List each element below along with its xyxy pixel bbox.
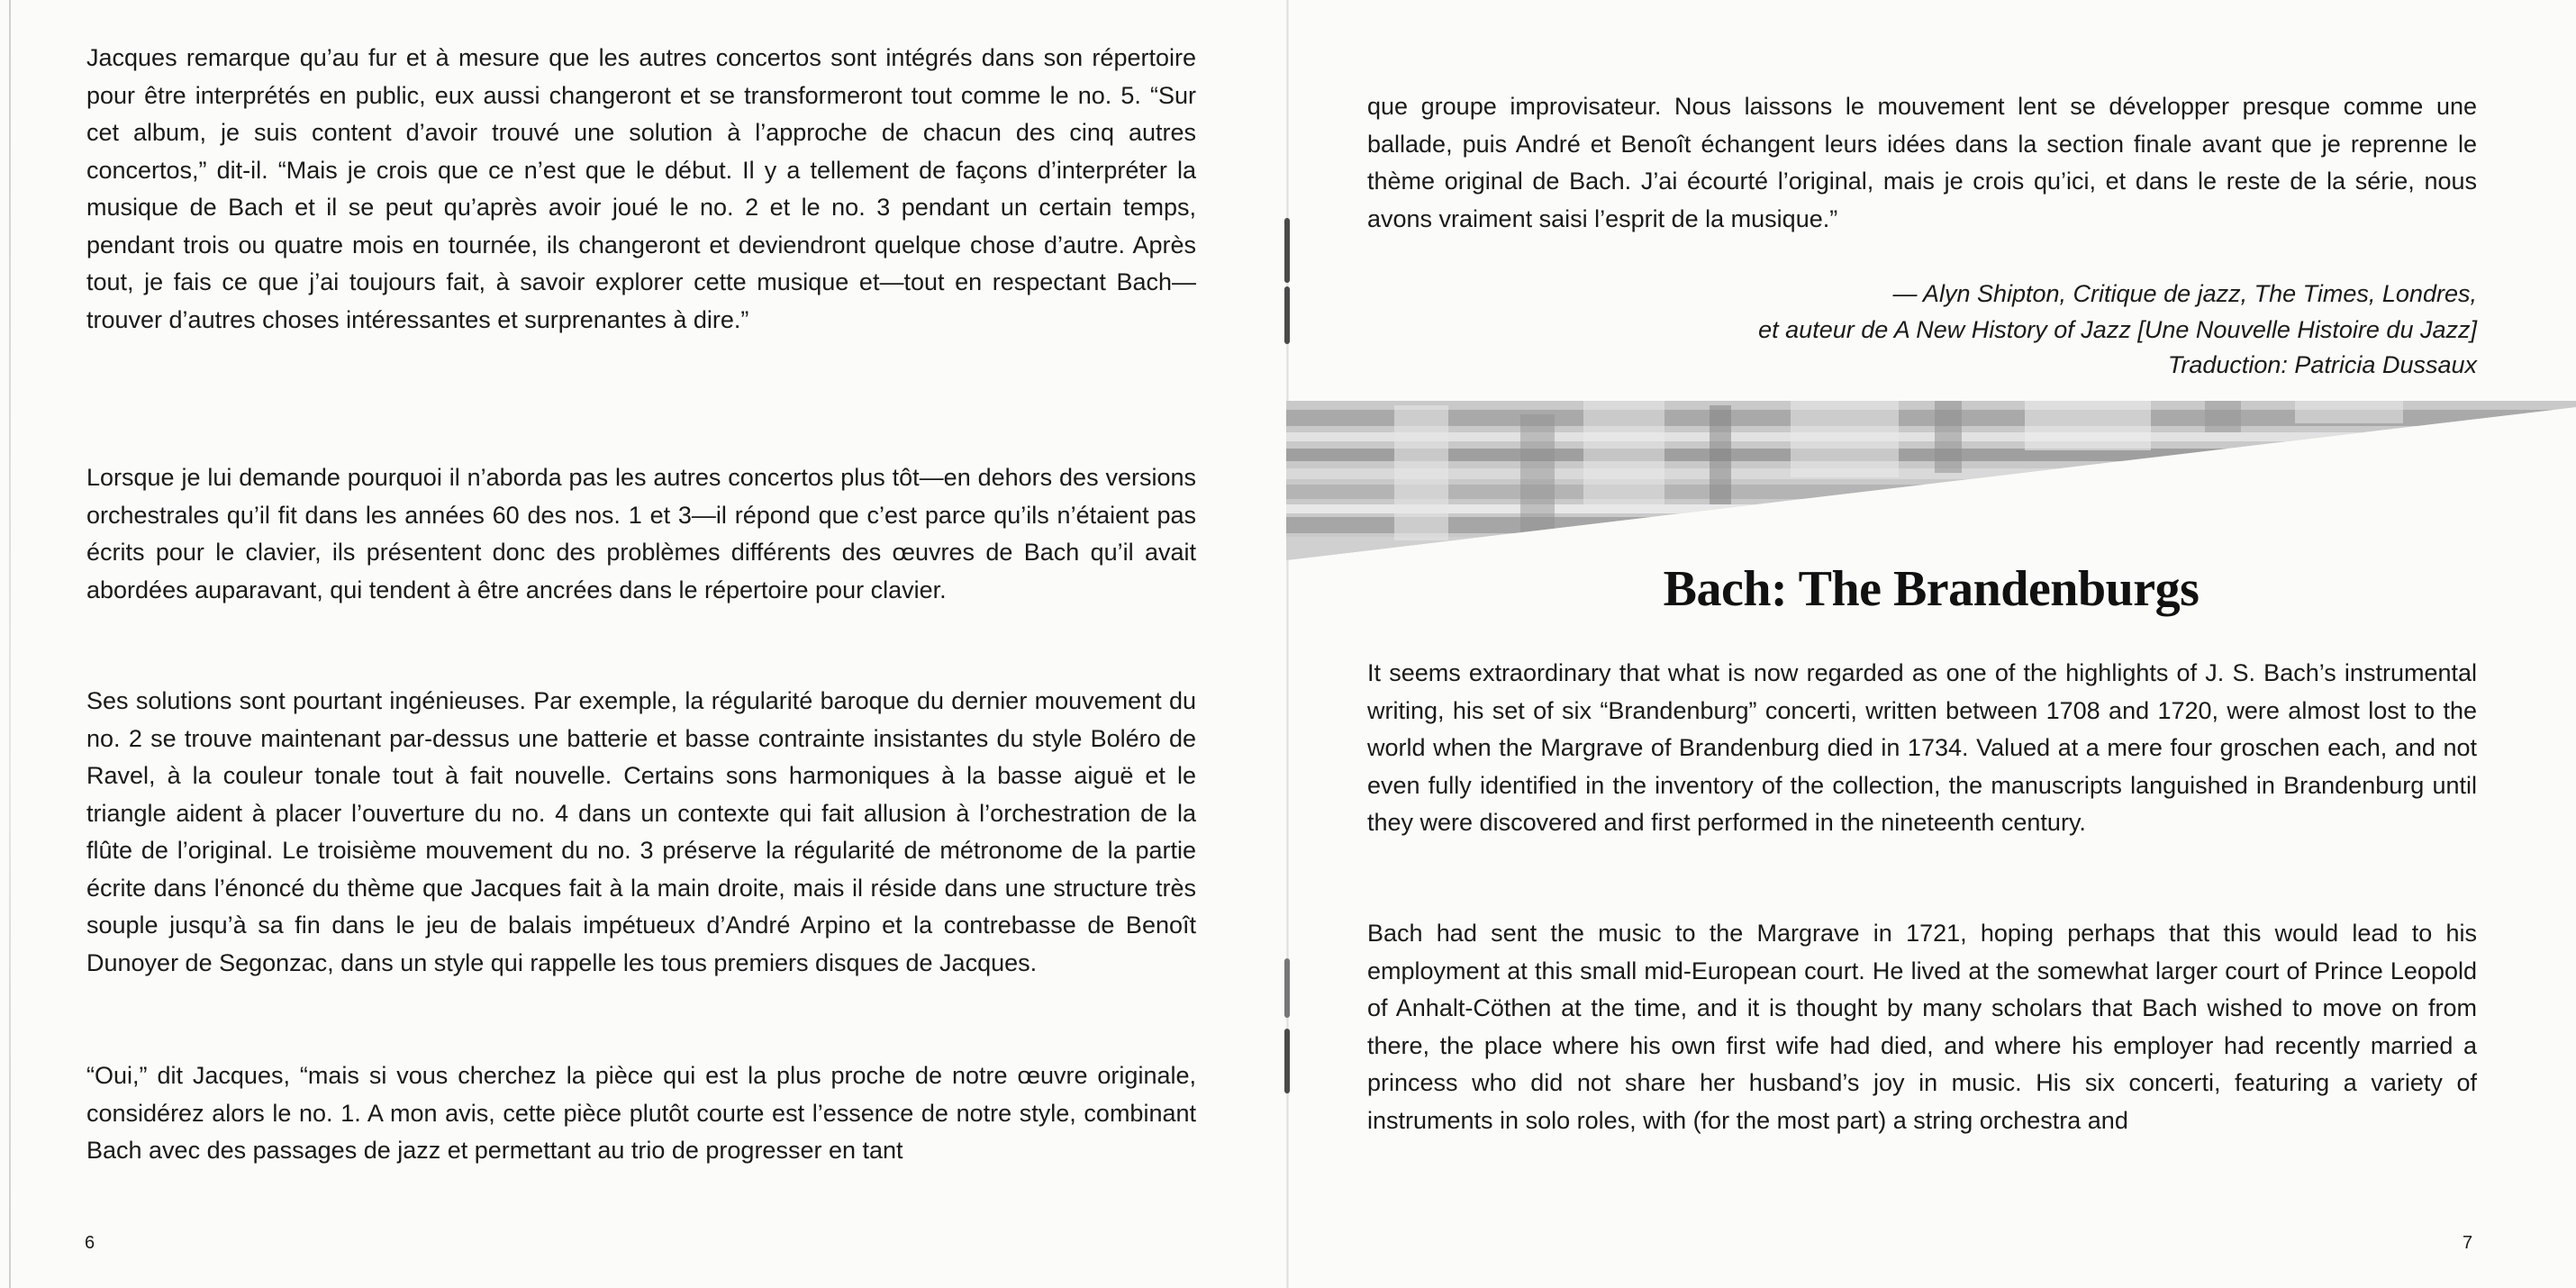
left-paragraph-3: Ses solutions sont pourtant ingénieuses. Par exemple, la régularité baroque du dernier mouvement du no. 2 se trouve maintenant par-dessus une batterie et basse contrainte insistantes du style Boléro de Ravel, à la couleur tonale tout à fait nouvelle. Certains sons harmoniques à la basse aiguë et le triangle aident à placer l’ouverture du no. 4 dans un contexte qui fait allusion à l’orchestration de la flûte de l’original. Le troisième mouvement du no. 3 préserve la régularité de métronome de la partie écrite dans l’énoncé du thème que Jacques fait à la main droite, mais il réside dans une structure très souple jusqu’à sa fin dans le jeu de balais impétueux d’André Arpino et la contrebasse de Benoît Dunoyer de Segonzac, dans un style qui rappelle les tous premiers disques de Jacques.: [86, 687, 1196, 976]
page-edge: [9, 0, 11, 1288]
left-paragraph-2: Lorsque je lui demande pourquoi il n’aborda pas les autres concertos plus tôt—en dehors des versions orchestrales qu’il fit dans les années 60 des nos. 1 et 3—il répond que c’est parce qu’ils n’étaient pas écrits pour le clavier, ils présentent donc des problèmes différents des œuvres de Bach qu’il avait abordées auparavant, qui tendent à être ancrées dans le répertoire pour clavier.: [86, 464, 1196, 603]
piano-keys-banner-image: [1286, 396, 2576, 576]
section-heading: Bach: The Brandenburgs: [1663, 561, 2200, 617]
attribution-credits: [1567, 277, 2477, 384]
credit-line-book: et auteur de A New History of Jazz [Une Nouvelle Histoire du Jazz]: [1758, 315, 2477, 343]
left-paragraph-1: Jacques remarque qu’au fur et à mesure que les autres concertos sont intégrés dans son répertoire pour être interprétés en public, eux aussi changeront et se transformeront tout comme le no. 5. “Sur cet album, je suis content d’avoir trouvé une solution à l’approche de chacun des cinq autres concertos,” dit-il. “Mais je crois que ce n’est que le début. Il y a tellement de façons d’interpréter la musique de Bach et il se peut qu’après avoir joué le no. 2 et le no. 3 pendant un certain temps, pendant trois ou quatre mois en tournée, ils changeront et deviendront quelque chose d’autre. Après tout, je fais ce que j’ai toujours fait, à savoir explorer cette musique et—tout en respectant Bach—trouver d’autres choses intéressantes et surprenantes à dire.”: [86, 44, 1196, 333]
left-paragraph-4: “Oui,” dit Jacques, “mais si vous cherchez la pièce qui est la plus proche de notre œuvre originale, considérez alors le no. 1. A mon avis, cette pièce plutôt courte est l’essence de notre style, combinant Bach avec des passages de jazz et permettant au trio de progresser en tant: [86, 1062, 1196, 1164]
staple: [1284, 286, 1290, 344]
staple: [1284, 958, 1290, 1018]
right-paragraph-1: It seems extraordinary that what is now regarded as one of the highlights of J. S. Bach’s instrumental writing, his set of six “Brandenburg” concerti, written between 1708 and 1720, were almost lost to the world when the Margrave of Brandenburg died in 1734. Valued at a mere four groschen each, and not even fully identified in the inventory of the collection, the manuscripts languished in Brandenburg until they were discovered and first performed in the nineteenth century.: [1367, 659, 2477, 836]
booklet-fold: [1286, 0, 1289, 1288]
page-number-left: 6: [85, 1233, 95, 1253]
right-top-paragraph: que groupe improvisateur. Nous laissons le mouvement lent se développer presque comme une ballade, puis André et Benoît échangent leurs idées dans la section finale avant que je reprenne le thème original de Bach. J’ai écourté l’original, mais je crois qu’ici, et dans le reste de la série, nous avons vraiment saisi l’esprit de la musique.”: [1367, 93, 2477, 232]
staple: [1284, 218, 1290, 283]
page-number-right: 7: [2463, 1233, 2473, 1253]
credit-line-author: — Alyn Shipton, Critique de jazz, The Times, Londres,: [1892, 280, 2477, 307]
credit-line-translation: Traduction: Patricia Dussaux: [2167, 351, 2477, 378]
right-paragraph-2: Bach had sent the music to the Margrave in 1721, hoping perhaps that this would lead to his employment at this small mid-European court. He lived at the somewhat larger court of Prince Leopold of Anhalt-Cöthen at the time, and it is thought by many scholars that Bach wished to move on from there, the place where his own first wife had died, and where his employer had recently married a princess who did not share her husband’s joy in music. His six concerti, featuring a variety of instruments in solo roles, with (for the most part) a string orchestra and: [1367, 920, 2477, 1134]
staple: [1284, 1029, 1290, 1093]
